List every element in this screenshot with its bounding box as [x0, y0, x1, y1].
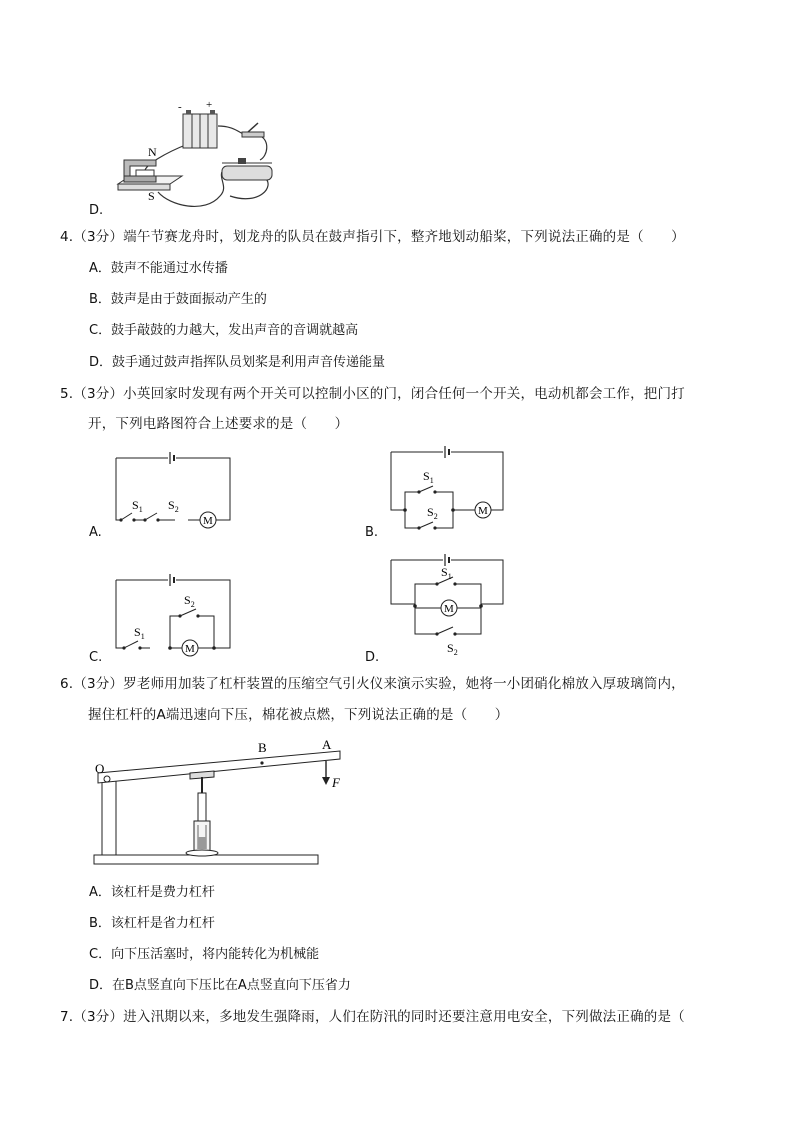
- q4-option-a: A．鼓声不能通过水传播: [89, 261, 228, 276]
- q5-circuit-c: [110, 572, 240, 662]
- q5-circuit-d: [385, 548, 510, 660]
- q6-option-b: B．该杠杆是省力杠杆: [89, 916, 215, 931]
- motor-label: M: [185, 643, 195, 655]
- switch-s2-label: $S_2$: [168, 498, 179, 514]
- battery-negative-label: -: [178, 101, 182, 113]
- q5-circuit-b: [385, 444, 510, 534]
- switch-s2-label: $S_2$: [447, 641, 458, 657]
- switch-s2-label: $S_2$: [184, 593, 195, 609]
- magnet-north-label: N: [148, 145, 157, 159]
- q4-option-b: B．鼓声是由于鼓面振动产生的: [89, 292, 267, 307]
- q7-stem: 7.（3分）进入汛期以来，多地发生强降雨，人们在防汛的同时还要注意用电安全，下列做法正确的是（: [60, 1009, 685, 1025]
- q6-option-c: C．向下压活塞时，将内能转化为机械能: [89, 947, 320, 962]
- switch-s1-label: $S_1$: [132, 498, 143, 514]
- q3-option-d-label: D.: [89, 203, 104, 218]
- motor-label: M: [444, 603, 454, 615]
- q3-option-d-figure: [110, 96, 290, 216]
- switch-s1-label: $S_1$: [441, 565, 452, 581]
- q6-stem-line1: 6.（3分）罗老师用加装了杠杆装置的压缩空气引火仪来演示实验，她将一小团硝化棉放入厚玻璃筒内，: [60, 676, 685, 692]
- motor-label: M: [203, 515, 213, 527]
- q6-stem-line2: 握住杠杆的A端迅速向下压，棉花被点燃，下列说法正确的是（ ）: [88, 707, 509, 723]
- q4-option-d: D．鼓手通过鼓声指挥队员划桨是利用声音传递能量: [89, 355, 386, 370]
- q6-option-d: D．在B点竖直向下压比在A点竖直向下压省力: [89, 978, 351, 993]
- motor-label: M: [478, 505, 488, 517]
- q5-option-c-label: C.: [89, 650, 103, 665]
- q5-stem-line2: 开，下列电路图符合上述要求的是（ ）: [88, 416, 349, 432]
- q4-option-c: C．鼓手敲鼓的力越大，发出声音的音调就越高: [89, 323, 359, 338]
- q4-stem: 4.（3分）端午节赛龙舟时，划龙舟的队员在鼓声指引下，整齐地划动船桨，下列说法正确的是（ ）: [60, 229, 685, 245]
- force-f-label: F: [332, 775, 340, 790]
- switch-s1-label: $S_1$: [423, 469, 434, 485]
- q6-lever-figure: [90, 735, 350, 870]
- lever-point-b-label: B: [258, 740, 267, 755]
- q5-circuit-a: [110, 450, 240, 535]
- q5-option-a-label: A.: [89, 525, 102, 540]
- q5-stem-line1-text: 5.（3分）小英回家时发现有两个开关可以控制小区的门，闭合任何一个开关，电动机都会工作，把门打: [60, 386, 685, 402]
- q5-option-b-label: B.: [365, 525, 379, 540]
- battery-positive-label: +: [206, 99, 213, 111]
- q6-option-a: A．该杠杆是费力杠杆: [89, 885, 215, 900]
- lever-point-o-label: O: [95, 761, 105, 776]
- switch-s1-label: $S_1$: [134, 625, 145, 641]
- lever-point-a-label: A: [322, 737, 332, 752]
- switch-s2-label: $S_2$: [427, 505, 438, 521]
- q5-option-d-label: D.: [365, 650, 380, 665]
- magnet-south-label: S: [148, 189, 155, 203]
